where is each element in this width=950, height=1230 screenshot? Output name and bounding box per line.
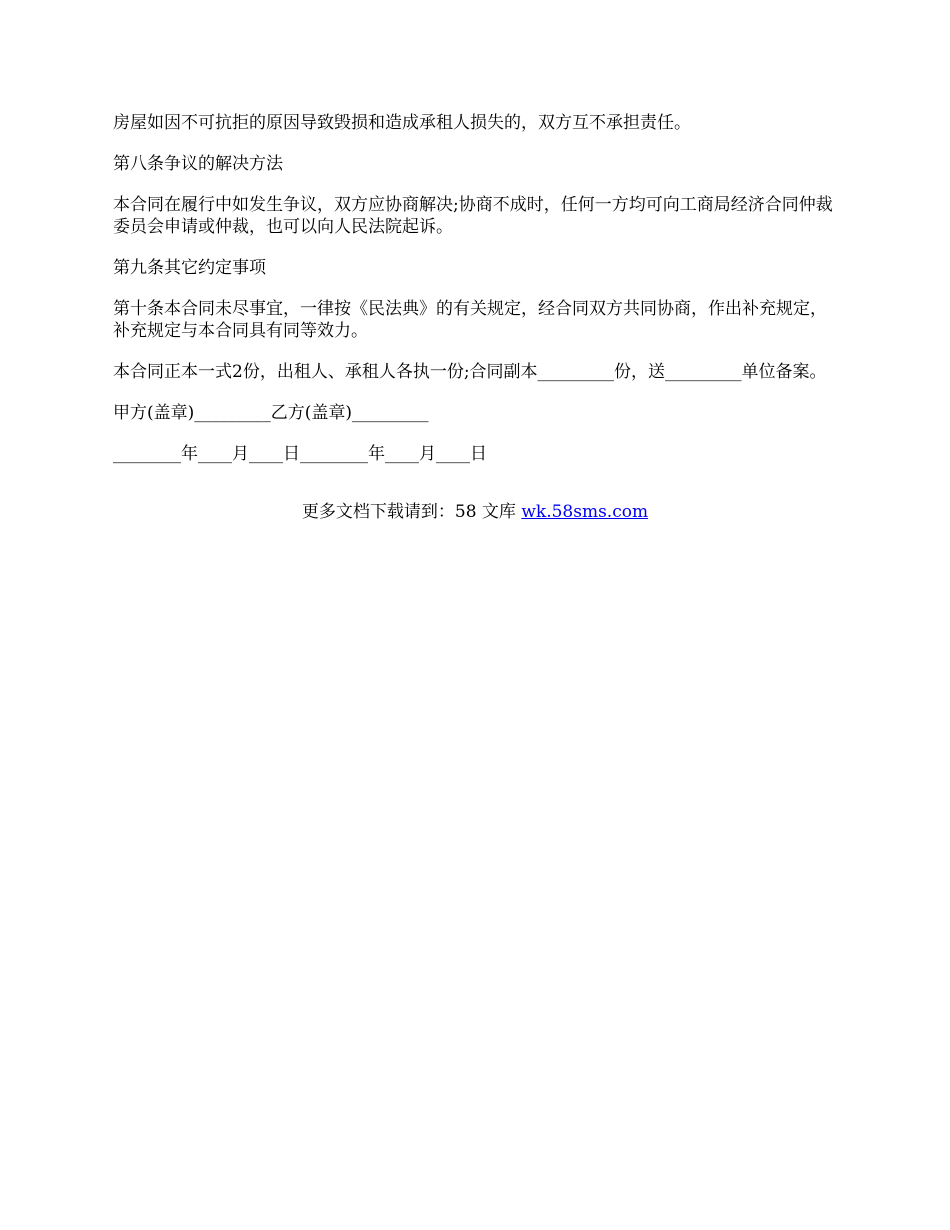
footer-prefix: 更多文档下载请到：58 文库 xyxy=(301,502,522,522)
signature-line: 甲方(盖章)_________乙方(盖章)_________ xyxy=(113,403,429,423)
date-line: ________年____月____日________年____月____日 xyxy=(113,444,487,464)
footer-link[interactable]: wk.58sms.com xyxy=(521,502,649,522)
paragraph-copies: 本合同正本一式2份，出租人、承租人各执一份;合同副本_________份，送_________单位备案。 xyxy=(113,362,827,382)
document-body xyxy=(113,112,843,484)
paragraph-dispute-resolution: 本合同在履行中如发生争议，双方应协商解决;协商不成时，任何一方均可向工商局经济合同仲裁委员会申请或仲裁，也可以向人民法院起诉。 xyxy=(113,195,833,237)
paragraph-article-10: 第十条本合同未尽事宜，一律按《民法典》的有关规定，经合同双方共同协商，作出补充规定，补充规定与本合同具有同等效力。 xyxy=(113,299,827,341)
download-footer xyxy=(0,501,950,523)
paragraph-force-majeure: 房屋如因不可抗拒的原因导致毁损和造成承租人损失的，双方互不承担责任。 xyxy=(113,113,691,133)
heading-article-9: 第九条其它约定事项 xyxy=(113,258,266,278)
heading-article-8: 第八条争议的解决方法 xyxy=(113,154,283,174)
